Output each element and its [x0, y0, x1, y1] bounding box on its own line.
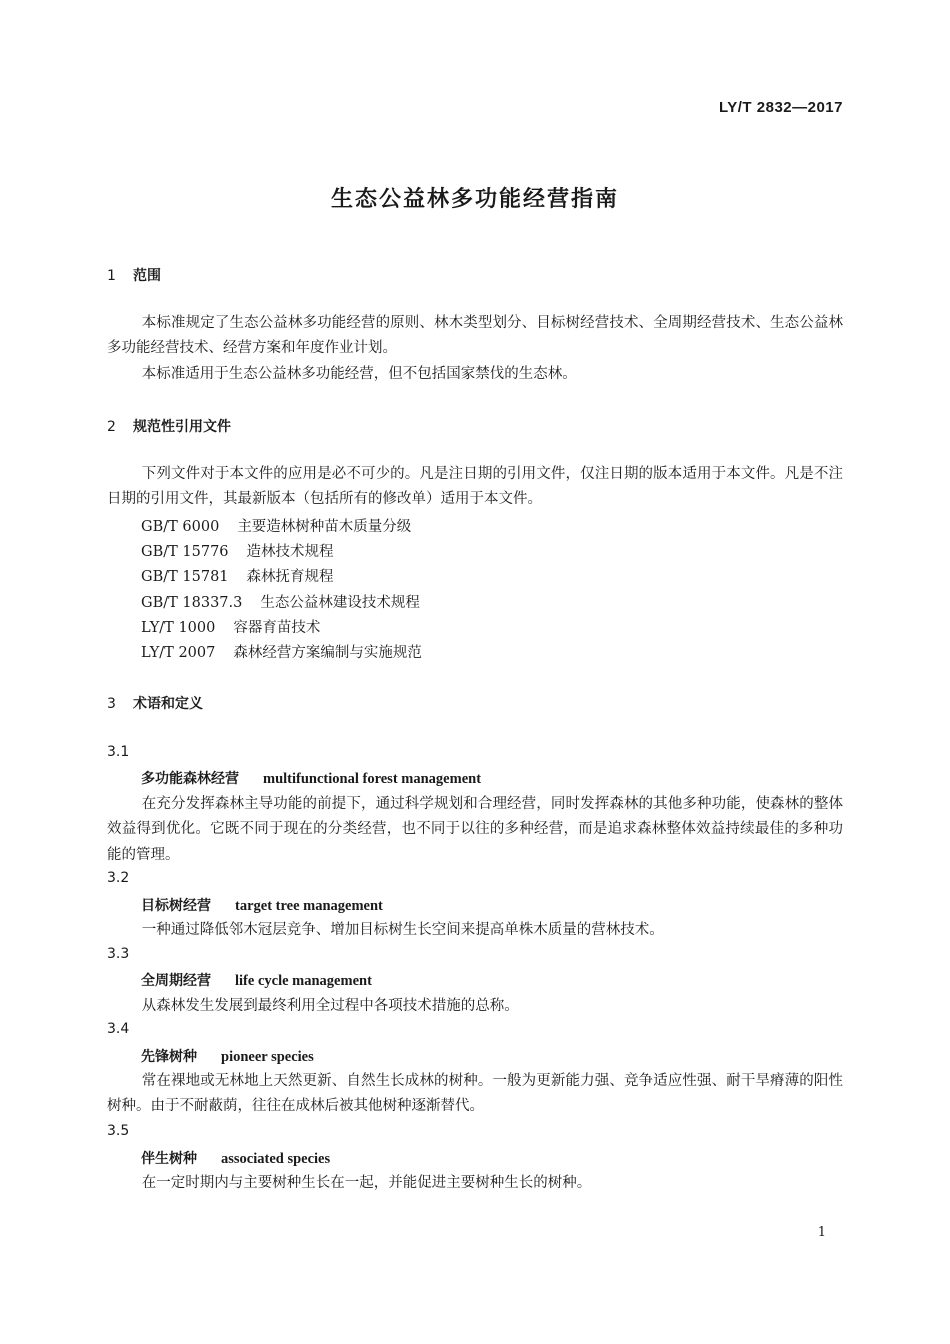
reference-code: GB/T 6000	[141, 519, 220, 535]
reference-item	[141, 641, 422, 662]
term-english: pioneer species	[221, 1049, 314, 1065]
term-number: 3.1	[107, 744, 130, 760]
section-1-paragraph-1: 本标准规定了生态公益林多功能经营的原则、林木类型划分、目标树经营技术、全周期经营技术、生态公益林多功能经营技术、经营方案和年度作业计划。	[107, 315, 843, 357]
section-1-paragraph-2: 本标准适用于生态公益林多功能经营，但不包括国家禁伐的生态林。	[141, 366, 577, 382]
section-1-heading	[107, 265, 161, 285]
section-number: 3	[107, 696, 116, 712]
reference-item	[141, 515, 411, 536]
reference-item	[141, 540, 334, 561]
term-definition: 从森林发生发展到最终利用全过程中各项技术措施的总称。	[141, 998, 519, 1014]
term-chinese: 先锋树种	[141, 1049, 197, 1065]
reference-title: 生态公益林建设技术规程	[260, 595, 420, 611]
term-english: associated species	[221, 1151, 331, 1167]
standard-code: LY/T 2832—2017	[718, 99, 843, 116]
section-number: 2	[107, 419, 116, 435]
term-number: 3.2	[107, 870, 130, 886]
reference-item	[141, 591, 420, 612]
reference-code: GB/T 18337.3	[141, 595, 243, 611]
section-title: 范围	[133, 268, 161, 284]
term-definition: 常在裸地或无林地上天然更新、自然生长成林的树种。一般为更新能力强、竞争适应性强、耐干旱瘠薄的阳性树种。由于不耐蔽荫，往往在成林后被其他树种逐渐替代。	[107, 1073, 843, 1115]
reference-code: GB/T 15781	[141, 569, 229, 585]
section-3-heading	[107, 693, 203, 713]
term-heading	[141, 768, 481, 788]
term-definition: 在一定时期内与主要树种生长在一起，并能促进主要树种生长的树种。	[141, 1175, 592, 1191]
term-chinese: 伴生树种	[141, 1151, 197, 1167]
term-number: 3.3	[107, 946, 130, 962]
term-number: 3.4	[107, 1021, 130, 1037]
section-2-paragraph-1: 下列文件对于本文件的应用是必不可少的。凡是注日期的引用文件，仅注日期的版本适用于本文件。凡是不注日期的引用文件，其最新版本（包括所有的修改单）适用于本文件。	[107, 466, 843, 508]
section-title: 规范性引用文件	[133, 419, 231, 435]
page-number: 1	[817, 1225, 826, 1240]
term-chinese: 全周期经营	[141, 973, 211, 989]
term-heading	[141, 895, 383, 915]
reference-title: 森林经营方案编制与实施规范	[233, 645, 422, 661]
section-2-heading	[107, 416, 231, 436]
reference-code: GB/T 15776	[141, 544, 229, 560]
section-title: 术语和定义	[133, 696, 203, 712]
document-title: 生态公益林多功能经营指南	[330, 187, 619, 212]
reference-code: LY/T 2007	[141, 645, 216, 661]
term-english: multifunctional forest management	[263, 771, 482, 787]
reference-title: 森林抚育规程	[246, 569, 334, 585]
term-english: life cycle management	[235, 973, 372, 989]
section-number: 1	[107, 268, 116, 284]
term-heading	[141, 970, 372, 990]
reference-code: LY/T 1000	[141, 620, 216, 636]
reference-item	[141, 616, 320, 637]
term-chinese: 多功能森林经营	[141, 771, 239, 787]
term-definition: 一种通过降低邻木冠层竞争、增加目标树生长空间来提高单株木质量的营林技术。	[141, 922, 664, 938]
reference-title: 造林技术规程	[246, 544, 334, 560]
reference-item	[141, 565, 334, 586]
reference-title: 容器育苗技术	[233, 620, 321, 636]
term-english: target tree management	[235, 898, 383, 914]
term-heading	[141, 1046, 314, 1066]
term-definition: 在充分发挥森林主导功能的前提下，通过科学规划和合理经营，同时发挥森林的其他多种功能，使森林的整体效益得到优化。它既不同于现在的分类经营，也不同于以往的多种经营，而是追求森林整体效益持续最佳的多种功能的管理。	[107, 796, 843, 863]
term-number: 3.5	[107, 1123, 130, 1139]
term-chinese: 目标树经营	[141, 898, 211, 914]
reference-title: 主要造林树种苗木质量分级	[237, 519, 412, 535]
term-heading	[141, 1148, 330, 1168]
